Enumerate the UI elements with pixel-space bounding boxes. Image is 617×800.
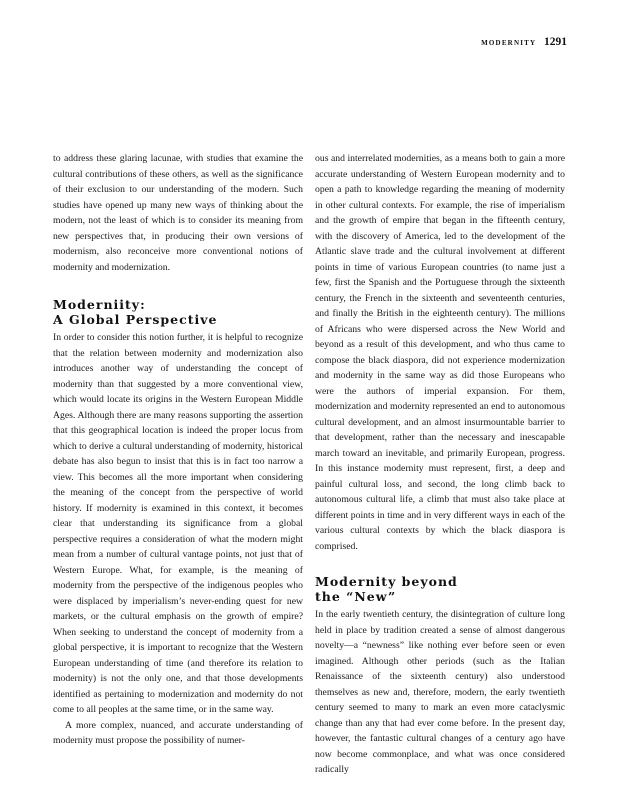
paragraph-beyond-new: In the early twentieth century, the disintegration of culture long held in place by tradition created a sense of almost dangerous novelty—a “newness” like nothing ever before seen or even imagined. Although other periods (such as the Italian Renaissance of the sixteenth century) also understood themselves as new and, therefore, modern, the early twentieth century seemed to many to mark an even more cataclysmic change than any that had ever come before. In the present day, however, the fantastic cultural changes of a century ago have now become commonplace, and what was once considered radically — [315, 609, 565, 775]
section-heading-global-perspective — [53, 297, 303, 327]
heading-line: A Global Perspective — [53, 312, 218, 327]
section-heading-beyond-new — [315, 574, 565, 604]
paragraph-continued: ous and interrelated modernities, as a means both to gain a more accurate understanding of Western European modernity and to open a path to knowledge regarding the meaning of modernity in other cultural contexts. For example, the rise of imperialism and the growth of empire that began in the fifteenth century, with the discovery of America, led to the development of the Atlantic slave trade and the cultural involvement at different points in time of various European countries (to name just a few, first the Spanish and the Portuguese through the sixteenth century, the French in the sixteenth and seventeenth centuries, and finally the British in the eighteenth century). The millions of Africans who were dispersed across the New World and beyond as a result of this development, and who thus came to compose the black diaspora, did not experience modernization and modernity in the same way as did those Europeans who were the authors of imperial expansion. For them, modernization and modernity represented an end to autonomous cultural development, and an almost insurmountable barrier to that development, rather than the necessary and inescapable march toward an inevitable, and primarily European, progress. In this instance modernity must represent, first, a deep and painful cultural loss, and second, the long climb back to autonomous cultural life, a climb that must also take place at different points in time and in very different ways in each of the various cultural contexts by which the black diaspora is comprised. — [315, 153, 565, 552]
heading-line: Modernity beyond — [315, 574, 458, 589]
running-head — [481, 36, 567, 48]
paragraph-continued: to address these glaring lacunae, with studies that examine the cultural contributions of these others, as well as the significance of their exclusion to our understanding of the modern. Such studies have opened up many new ways of thinking about the modern, not the least of which is to consider its meaning from new perspectives that, in producing their own versions of modernism, also reconceive more conventional notions of modernity and modernization. — [53, 153, 303, 273]
heading-line: Moderniity: — [53, 297, 146, 312]
running-title: modernity — [481, 37, 537, 48]
right-column — [315, 151, 565, 778]
paragraph-global-perspective: In order to consider this notion further, it is helpful to recognize that the relation between modernity and modernization also introduces another way of understanding the concept of modernity than that suggested by a more conventional view, which would locate its origins in the Western European Middle Ages. Although there are many reasons supporting the assertion that this geographical location is indeed the proper locus from which to derive a cultural understanding of modernity, historical debate has also begun to insist that this is in fact too narrow a view. This becomes all the more important when considering the meaning of the concept from the perspective of world history. If modernity is examined in this context, it becomes clear that understanding its significance from a global perspective requires a consideration of what the modern might mean from a number of cultural vantage points, not just that of Western Europe. What, for example, is the meaning of modernity from the perspective of the indigenous peoples who were displaced by imperialism’s never-ending quest for new markets, or the cultural emphasis on the growth of empire? When seeking to understand the concept of modernity from a global perspective, it is important to recognize that the Western European understanding of time (and therefore its relation to modernity) is not the only one, and that those developments identified as pertaining to modernization and modernity do not come to all peoples at the same time, or in the same way. — [53, 332, 303, 715]
left-column — [53, 151, 303, 749]
heading-line: the “New” — [315, 589, 397, 604]
page-number: 1291 — [544, 36, 567, 48]
paragraph-complex-understanding: A more complex, nuanced, and accurate understanding of modernity must propose the possibility of numer- — [53, 719, 303, 746]
